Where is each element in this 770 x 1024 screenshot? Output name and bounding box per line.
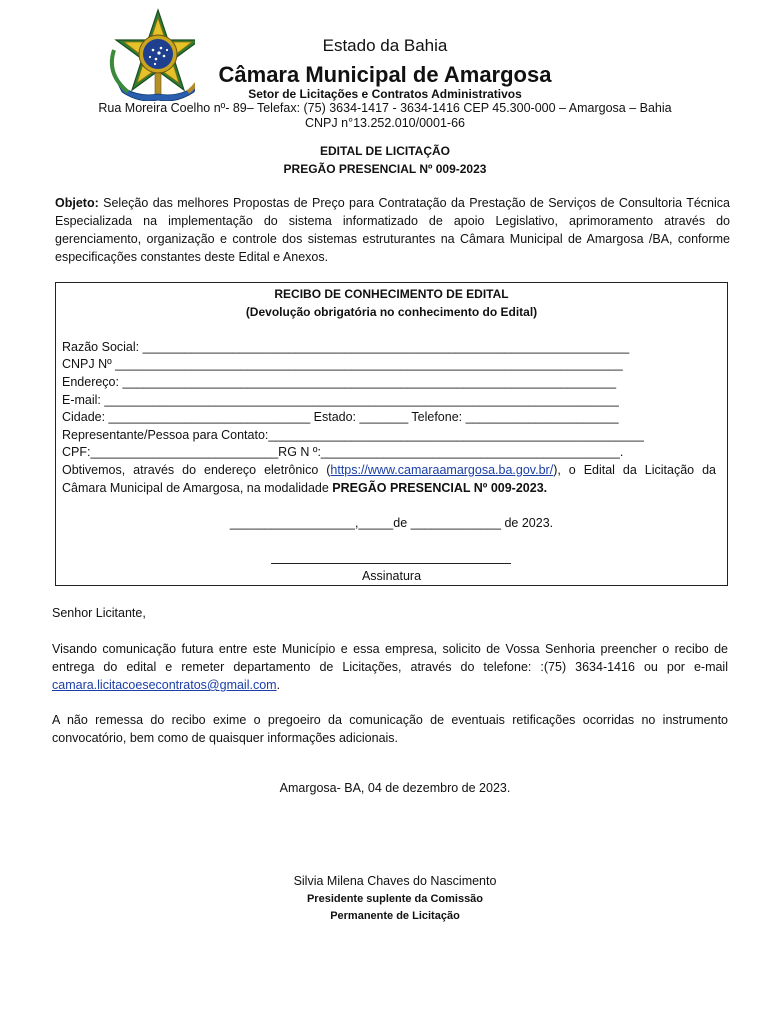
email-field[interactable]: E-mail: __________________________________________________________________________ bbox=[62, 393, 619, 407]
signature-line bbox=[271, 563, 511, 564]
letter-paragraph-1 bbox=[52, 640, 728, 694]
letter-paragraph-2: A não remessa do recibo exime o pregoeiro da comunicação de eventuais retificações ocorridas no instrumento convocatório, bem como de quaisquer informações adicionais. bbox=[52, 713, 728, 745]
signer-role-1: Presidente suplente da Comissão bbox=[306, 893, 484, 905]
signature-label: Assinatura bbox=[361, 569, 422, 583]
obtivemos-prefix: Obtivemos, através do endereço eletrônico ( bbox=[62, 463, 331, 477]
receipt-title: RECIBO DE CONHECIMENTO DE EDITAL bbox=[274, 287, 509, 301]
obtivemos-paragraph bbox=[62, 461, 716, 497]
state-name: Estado da Bahia bbox=[322, 36, 448, 55]
representante-field[interactable]: Representante/Pessoa para Contato:______________________________________________________ bbox=[62, 428, 644, 442]
edital-subtitle: PREGÃO PRESENCIAL Nº 009-2023 bbox=[283, 162, 487, 176]
razao-social-field[interactable]: Razão Social: ______________________________________________________________________ bbox=[62, 340, 630, 354]
receipt-box bbox=[55, 282, 728, 586]
endereco-field[interactable]: Endereço: _______________________________________________________________________ bbox=[62, 375, 617, 389]
letter-paragraph-1-end: . bbox=[276, 678, 281, 692]
obtivemos-middle: ), o Edital da Licitação da Câmara Municipal de Amargosa, na modalidade bbox=[62, 463, 716, 495]
chamber-name: Câmara Municipal de Amargosa bbox=[218, 62, 552, 87]
objeto-paragraph bbox=[55, 194, 730, 266]
website-link[interactable]: https://www.camaraamargosa.ba.gov.br/ bbox=[330, 463, 554, 477]
sector-name: Setor de Licitações e Contratos Administrativos bbox=[248, 87, 522, 101]
date-line-field[interactable]: __________________,_____de _____________ de 2023. bbox=[229, 516, 554, 530]
cpf-rg-field[interactable]: CPF:___________________________RG N º:___________________________________________. bbox=[62, 445, 624, 459]
objeto-label: Objeto: bbox=[55, 196, 99, 210]
signer-name: Silvia Milena Chaves do Nascimento bbox=[293, 874, 497, 888]
cnpj-field[interactable]: CNPJ Nº _________________________________________________________________________ bbox=[62, 357, 623, 371]
cnpj-line: CNPJ n°13.252.010/0001-66 bbox=[305, 116, 465, 130]
receipt-subtitle: (Devolução obrigatória no conhecimento do Edital) bbox=[245, 305, 538, 319]
cidade-estado-telefone-field[interactable]: Cidade: _____________________________ Estado: _______ Telefone: ______________________ bbox=[62, 410, 619, 424]
objeto-text: Seleção das melhores Propostas de Preço para Contratação da Prestação de Serviços de Consultoria Técnica Especializada na implementação do sistema informatizado de apoio Legislativo, aprimoramento através do gerenciamento, organização e controle dos sistemas estruturantes na Câmara Municipal de Amargosa /BA, conforme especificações constantes deste Edital e Anexos. bbox=[55, 196, 730, 264]
greeting: Senhor Licitante, bbox=[52, 606, 146, 620]
letter-paragraph-1-text: Visando comunicação futura entre este Município e essa empresa, solicito de Vossa Senhoria preencher o recibo de entrega do edital e remeter departamento de Licitações, através do telefone: :(75) 3634-1416 ou por e-mail bbox=[52, 642, 728, 674]
edital-title: EDITAL DE LICITAÇÃO bbox=[320, 144, 450, 158]
address-line: Rua Moreira Coelho nº- 89– Telefax: (75) 3634-1417 - 3634-1416 CEP 45.300-000 – Amargosa – Bahia bbox=[98, 101, 672, 115]
place-date: Amargosa- BA, 04 de dezembro de 2023. bbox=[279, 781, 511, 795]
email-link[interactable]: camara.licitacoesecontratos@gmail.com bbox=[52, 678, 277, 692]
modalidade-text: PREGÃO PRESENCIAL Nº 009-2023. bbox=[332, 481, 548, 495]
signer-role-2: Permanente de Licitação bbox=[330, 910, 460, 922]
